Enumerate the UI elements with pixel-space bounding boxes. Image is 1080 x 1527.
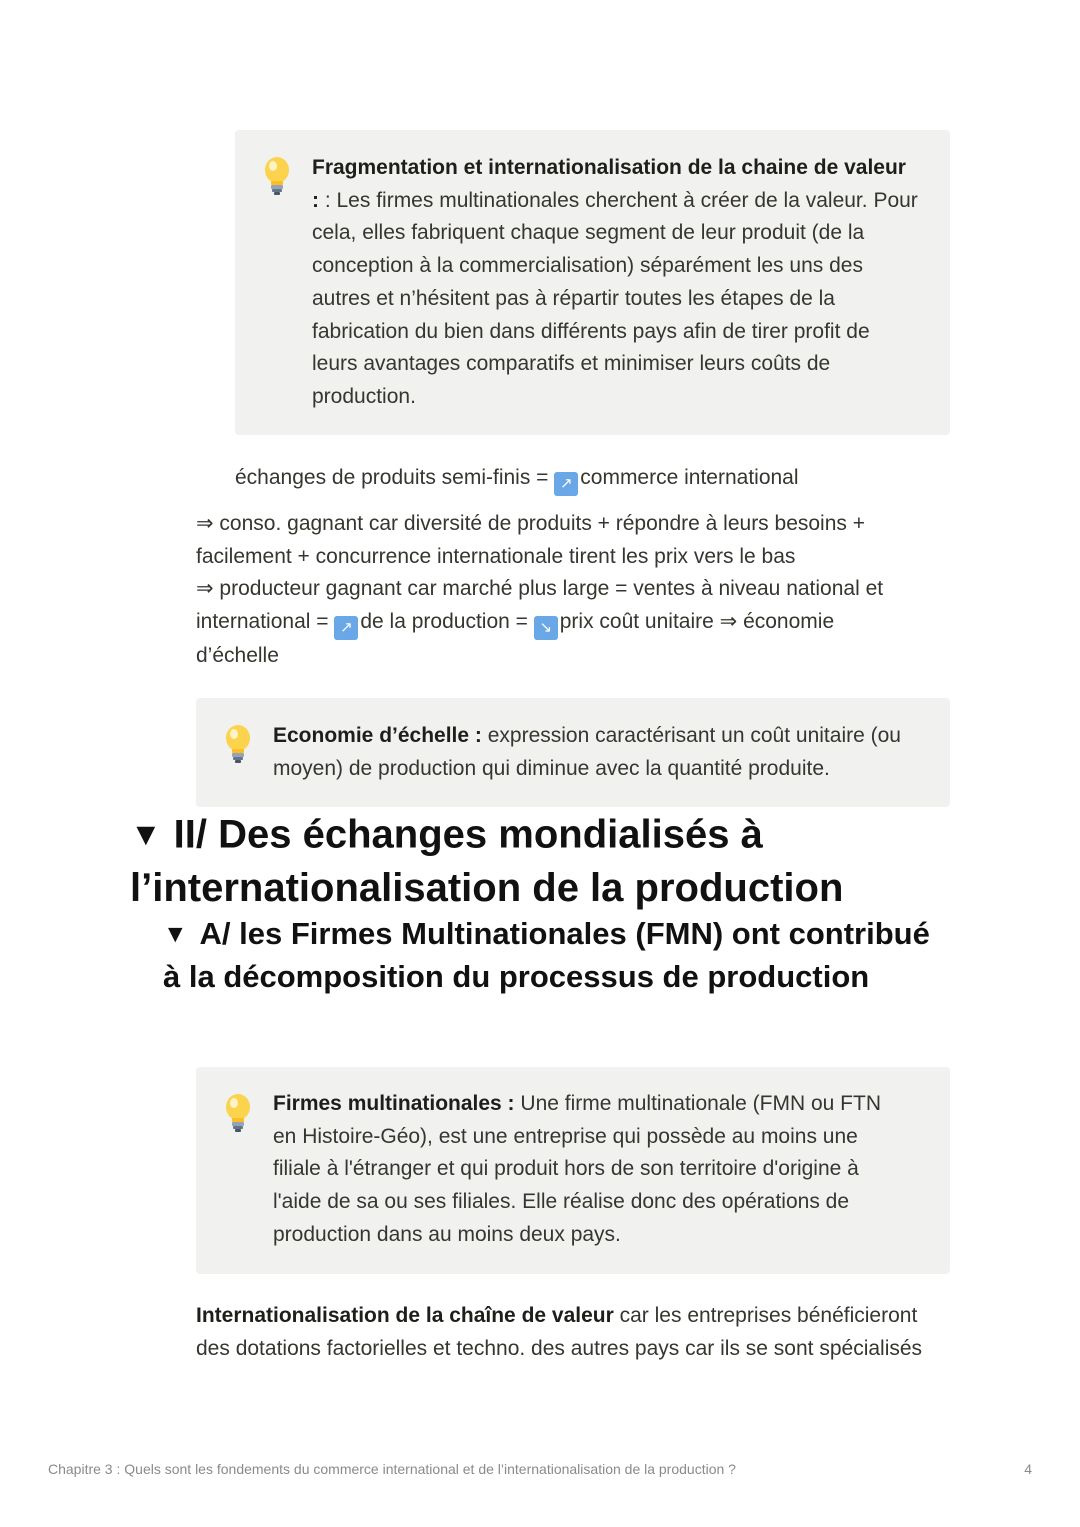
arrow-up-icon: ↗	[334, 616, 358, 640]
callout-line: autres et n’hésitent pas à répartir toutes les étapes de la	[312, 286, 835, 310]
lightbulb-icon	[223, 1092, 253, 1136]
callout-line: Firmes multinationales : Une firme multinationale (FMN ou FTN	[273, 1092, 881, 1115]
producer-line: ⇒ producteur gagnant car marché plus large = ventes à niveau national et	[196, 577, 884, 601]
paragraph-term: Internationalisation de la chaîne de valeur	[196, 1304, 614, 1327]
arrow-down-icon: ↘	[534, 616, 558, 640]
value-chain-paragraph	[196, 1300, 976, 1365]
callout-line	[312, 152, 942, 185]
arrow-up-icon: ↗	[554, 472, 578, 496]
toggle-triangle-icon[interactable]: ▼	[130, 816, 162, 852]
callout-line: production.	[312, 384, 416, 408]
callout-line: fabrication du bien dans différents pays afin de tirer profit de	[312, 319, 870, 343]
callout-economies-of-scale	[196, 698, 950, 807]
callout-multinational-firms	[196, 1067, 950, 1274]
callout-line: leurs avantages comparatifs et minimiser leurs coûts de	[312, 352, 831, 376]
lightbulb-icon	[262, 155, 292, 199]
callout-line: moyen) de production qui diminue avec la quantité produite.	[273, 756, 830, 780]
callout-line: cela, elles fabriquent chaque segment de leur produit (de la	[312, 221, 865, 245]
footer-chapter-title: Chapitre 3 : Quels sont les fondements du commerce international et de l’internationalisation de la production ?	[48, 1461, 736, 1477]
callout-text	[273, 1088, 943, 1252]
callout-line: Economie d’échelle : expression caractérisant un coût unitaire (ou	[273, 724, 901, 747]
gains-paragraph	[196, 508, 956, 673]
consumer-line: ⇒ conso. gagnant car diversité de produits + répondre à leurs besoins +	[196, 512, 865, 535]
callout-text	[312, 152, 942, 414]
lightbulb-icon	[223, 723, 253, 767]
callout-term: Economie d’échelle :	[273, 724, 482, 747]
subsection-heading: ▼ A/ les Firmes Multinationales (FMN) ont contribué à la décomposition du processus de production	[163, 916, 930, 995]
producer-line: international = ↗ de la production = ↘ prix coût unitaire ⇒ économie	[196, 606, 956, 640]
exchanges-line: échanges de produits semi-finis = ↗ commerce international	[235, 462, 950, 496]
callout-line: l'aide de sa ou ses filiales. Elle réalise donc des opérations de	[273, 1190, 850, 1214]
section-heading: ▼ II/ Des échanges mondialisés à l’internationalisation de la production	[130, 808, 950, 915]
callout-term: Fragmentation et internationalisation de la chaine de valeur	[312, 156, 906, 179]
consumer-line: facilement + concurrence internationale tirent les prix vers le bas	[196, 544, 796, 568]
callout-line: en Histoire-Géo), est une entreprise qui possède au moins une	[273, 1124, 858, 1148]
page-number: 4	[1024, 1461, 1032, 1477]
callout-term: Firmes multinationales :	[273, 1092, 515, 1115]
producer-line: d’échelle	[196, 644, 279, 668]
callout-line: filiale à l'étranger et qui produit hors de son territoire d'origine à	[273, 1157, 859, 1181]
callout-line: production dans au moins deux pays.	[273, 1222, 621, 1246]
callout-value-chain-fragmentation	[235, 130, 950, 435]
callout-line: : : Les firmes multinationales cherchent à créer de la valeur. Pour	[312, 188, 918, 212]
callout-line: conception à la commercialisation) séparément les uns des	[312, 254, 863, 278]
toggle-triangle-icon[interactable]: ▼	[163, 921, 188, 949]
paragraph-line: Internationalisation de la chaîne de valeur car les entreprises bénéficieront	[196, 1304, 918, 1327]
callout-text	[273, 720, 943, 785]
paragraph-line: des dotations factorielles et techno. des autres pays car ils se sont spécialisés	[196, 1336, 923, 1360]
